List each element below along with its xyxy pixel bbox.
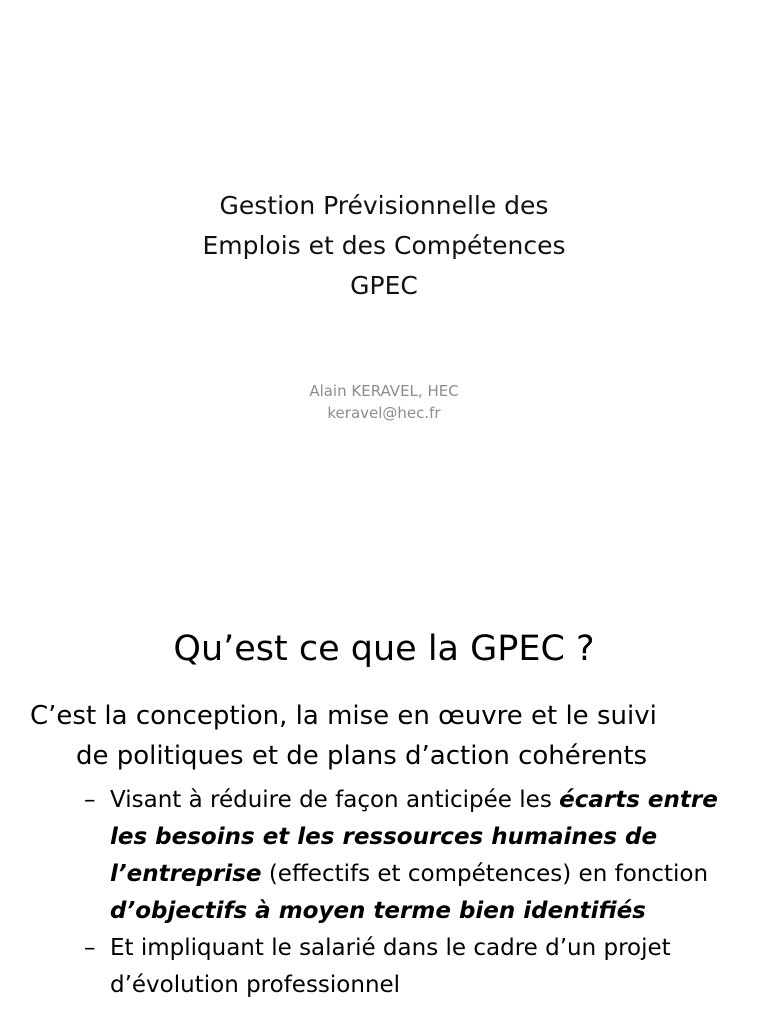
presentation-title <box>0 186 768 306</box>
author-name: Alain KERAVEL, HEC <box>309 382 459 400</box>
definition-paragraph <box>30 696 750 776</box>
dash-bullet-icon: – <box>84 935 96 961</box>
dash-bullet-icon: – <box>84 787 96 813</box>
definition-line-1: C’est la conception, la mise en œuvre et le suivi <box>30 701 657 731</box>
definition-line-2: de politiques et de plans d’action cohérents <box>76 741 648 771</box>
bullet1-emphasis-c: l’entreprise <box>110 861 262 887</box>
bullet1-line-3 <box>110 856 744 893</box>
bullet1-emphasis-a: écarts entre <box>559 787 718 813</box>
slide-heading: Qu’est ce que la GPEC ? <box>173 629 595 669</box>
bullet2-line-2: d’évolution professionnel <box>110 972 401 998</box>
bullet1-text-c: (effectifs et compétences) en fonction <box>261 861 709 887</box>
presentation-subtitle <box>0 380 768 424</box>
title-line-2: Emplois et des Compétences <box>202 231 566 260</box>
title-line-1: Gestion Prévisionnelle des <box>219 191 549 220</box>
bullet-item-objectives <box>84 782 744 930</box>
bullet1-text-a: Visant à réduire de façon anticipée les <box>110 787 560 813</box>
title-line-3: GPEC <box>350 271 418 300</box>
bullet1-line-1 <box>110 782 744 819</box>
bullet-item-employee <box>84 930 744 1004</box>
bullet1-line-2: les besoins et les ressources humaines de <box>110 824 658 850</box>
bullet1-line-4: d’objectifs à moyen terme bien identifiés <box>110 898 646 924</box>
bullet2-line-1: Et impliquant le salarié dans le cadre d’un projet <box>110 935 671 961</box>
slide-definition <box>0 576 768 1024</box>
author-email: keravel@hec.fr <box>327 404 441 422</box>
bullet-list <box>84 782 744 1004</box>
